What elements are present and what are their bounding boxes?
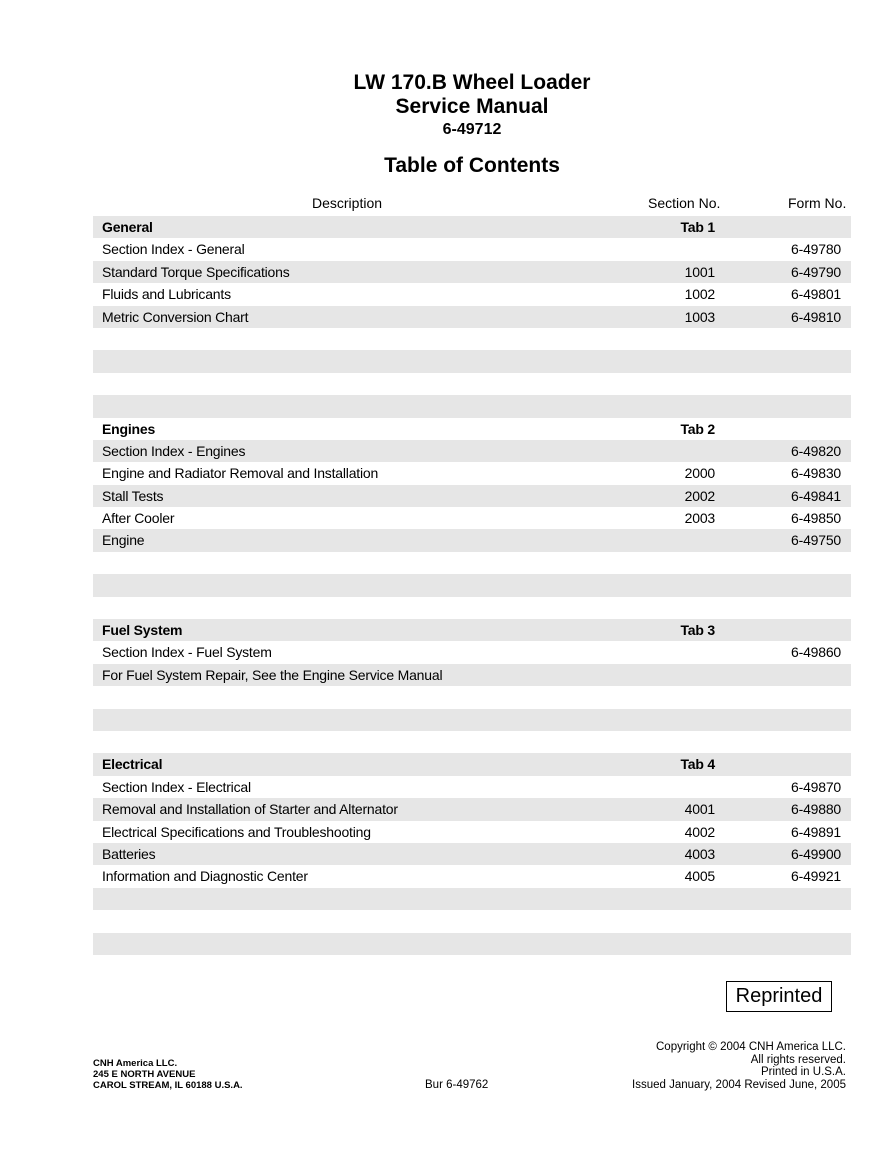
document-number: 6-49712 (442, 121, 502, 138)
printed-line: Printed in U.S.A. (760, 1066, 846, 1078)
toc-section-number: Tab 3 (680, 622, 715, 639)
toc-description: For Fuel System Repair, See the Engine Service Manual (102, 666, 443, 683)
toc-form-number: 6-49891 (791, 823, 841, 840)
toc-form-number: 6-49801 (791, 286, 841, 303)
toc-section-number: 2000 (684, 465, 715, 482)
toc-blank-row (93, 686, 851, 708)
toc-row (93, 843, 851, 865)
toc-blank-row (93, 597, 851, 619)
toc-row (93, 238, 851, 260)
toc-blank-row (93, 350, 851, 372)
toc-form-number: 6-49750 (791, 532, 841, 549)
toc-description: Section Index - Electrical (102, 778, 251, 795)
toc-blank-row (93, 328, 851, 350)
toc-form-number: 6-49780 (791, 241, 841, 258)
toc-section-number: 2003 (684, 510, 715, 527)
toc-row (93, 440, 851, 462)
toc-section-number: 1002 (684, 286, 715, 303)
toc-blank-row (93, 933, 851, 955)
rights-line: All rights reserved. (750, 1053, 846, 1066)
toc-description: Batteries (102, 845, 156, 862)
toc-table (93, 216, 851, 955)
toc-form-number: 6-49850 (791, 510, 841, 527)
toc-section-number: 4003 (684, 845, 715, 862)
toc-description: Stall Tests (102, 487, 164, 504)
toc-description: Engines (102, 420, 156, 437)
toc-row (93, 462, 851, 484)
company-address (93, 1058, 243, 1091)
toc-description: Fuel System (102, 622, 183, 639)
toc-section-number: 1001 (684, 263, 715, 280)
toc-row (93, 865, 851, 887)
toc-section-number: 2002 (684, 487, 715, 504)
toc-form-number: 6-49841 (791, 487, 841, 504)
toc-form-number: 6-49921 (791, 868, 841, 885)
toc-description: Electrical Specifications and Troubleshooting (102, 823, 371, 840)
toc-section-number: 4005 (684, 868, 715, 885)
toc-description: Information and Diagnostic Center (102, 868, 308, 885)
toc-row (93, 641, 851, 663)
toc-section-header (93, 753, 851, 775)
copyright-line: Copyright © 2004 CNH America LLC. (656, 1041, 846, 1053)
toc-form-number: 6-49900 (791, 845, 841, 862)
toc-title: Table of Contents (384, 154, 560, 177)
toc-form-number: 6-49860 (791, 644, 841, 661)
toc-row (93, 798, 851, 820)
toc-section-number: 1003 (684, 308, 715, 325)
toc-description: Engine and Radiator Removal and Installation (102, 465, 379, 482)
toc-blank-row (93, 709, 851, 731)
toc-blank-row (93, 731, 851, 753)
toc-row (93, 485, 851, 507)
toc-row (93, 306, 851, 328)
toc-blank-row (93, 395, 851, 417)
column-header-description: Description (312, 195, 383, 211)
company-city: CAROL STREAM, IL 60188 U.S.A. (93, 1080, 243, 1091)
toc-description: Section Index - Fuel System (102, 644, 272, 661)
bur-number: Bur 6-49762 (425, 1079, 489, 1091)
toc-form-number: 6-49830 (791, 465, 841, 482)
toc-blank-row (93, 552, 851, 574)
toc-section-number: Tab 2 (680, 420, 715, 437)
toc-description: After Cooler (102, 510, 175, 527)
toc-blank-row (93, 574, 851, 596)
company-street: 245 E NORTH AVENUE (93, 1069, 196, 1080)
toc-row (93, 821, 851, 843)
toc-row (93, 529, 851, 551)
issued-line: Issued January, 2004 Revised June, 2005 (632, 1078, 846, 1091)
company-name: CNH America LLC. (93, 1058, 178, 1069)
toc-description: Electrical (102, 756, 163, 773)
toc-form-number: 6-49880 (791, 801, 841, 818)
copyright-block (632, 1041, 846, 1091)
toc-section-number: 4001 (684, 801, 715, 818)
toc-section-number: 4002 (684, 823, 715, 840)
toc-description: Removal and Installation of Starter and Alternator (102, 801, 398, 818)
toc-description: Section Index - Engines (102, 442, 246, 459)
toc-description: Section Index - General (102, 241, 245, 258)
toc-description: Fluids and Lubricants (102, 286, 231, 303)
column-header-section: Section No. (648, 195, 721, 211)
column-header-form: Form No. (788, 195, 847, 211)
toc-form-number: 6-49870 (791, 778, 841, 795)
toc-row (93, 261, 851, 283)
toc-blank-row (93, 888, 851, 910)
toc-blank-row (93, 910, 851, 932)
toc-row (93, 776, 851, 798)
toc-section-number: Tab 1 (680, 219, 715, 235)
toc-section-header (93, 418, 851, 440)
toc-form-number: 6-49820 (791, 442, 841, 459)
toc-form-number: 6-49810 (791, 308, 841, 325)
toc-description: Metric Conversion Chart (102, 308, 249, 325)
manual-title: LW 170.B Wheel Loader (353, 71, 591, 94)
toc-section-header (93, 216, 851, 238)
toc-description: Standard Torque Specifications (102, 263, 290, 280)
toc-description: General (102, 219, 153, 235)
toc-row (93, 507, 851, 529)
toc-description: Engine (102, 532, 145, 549)
toc-section-header (93, 619, 851, 641)
toc-form-number: 6-49790 (791, 263, 841, 280)
toc-row (93, 664, 851, 686)
toc-section-number: Tab 4 (680, 756, 715, 773)
toc-row (93, 283, 851, 305)
manual-subtitle: Service Manual (395, 95, 549, 118)
toc-blank-row (93, 373, 851, 395)
reprinted-stamp: Reprinted (726, 981, 832, 1012)
